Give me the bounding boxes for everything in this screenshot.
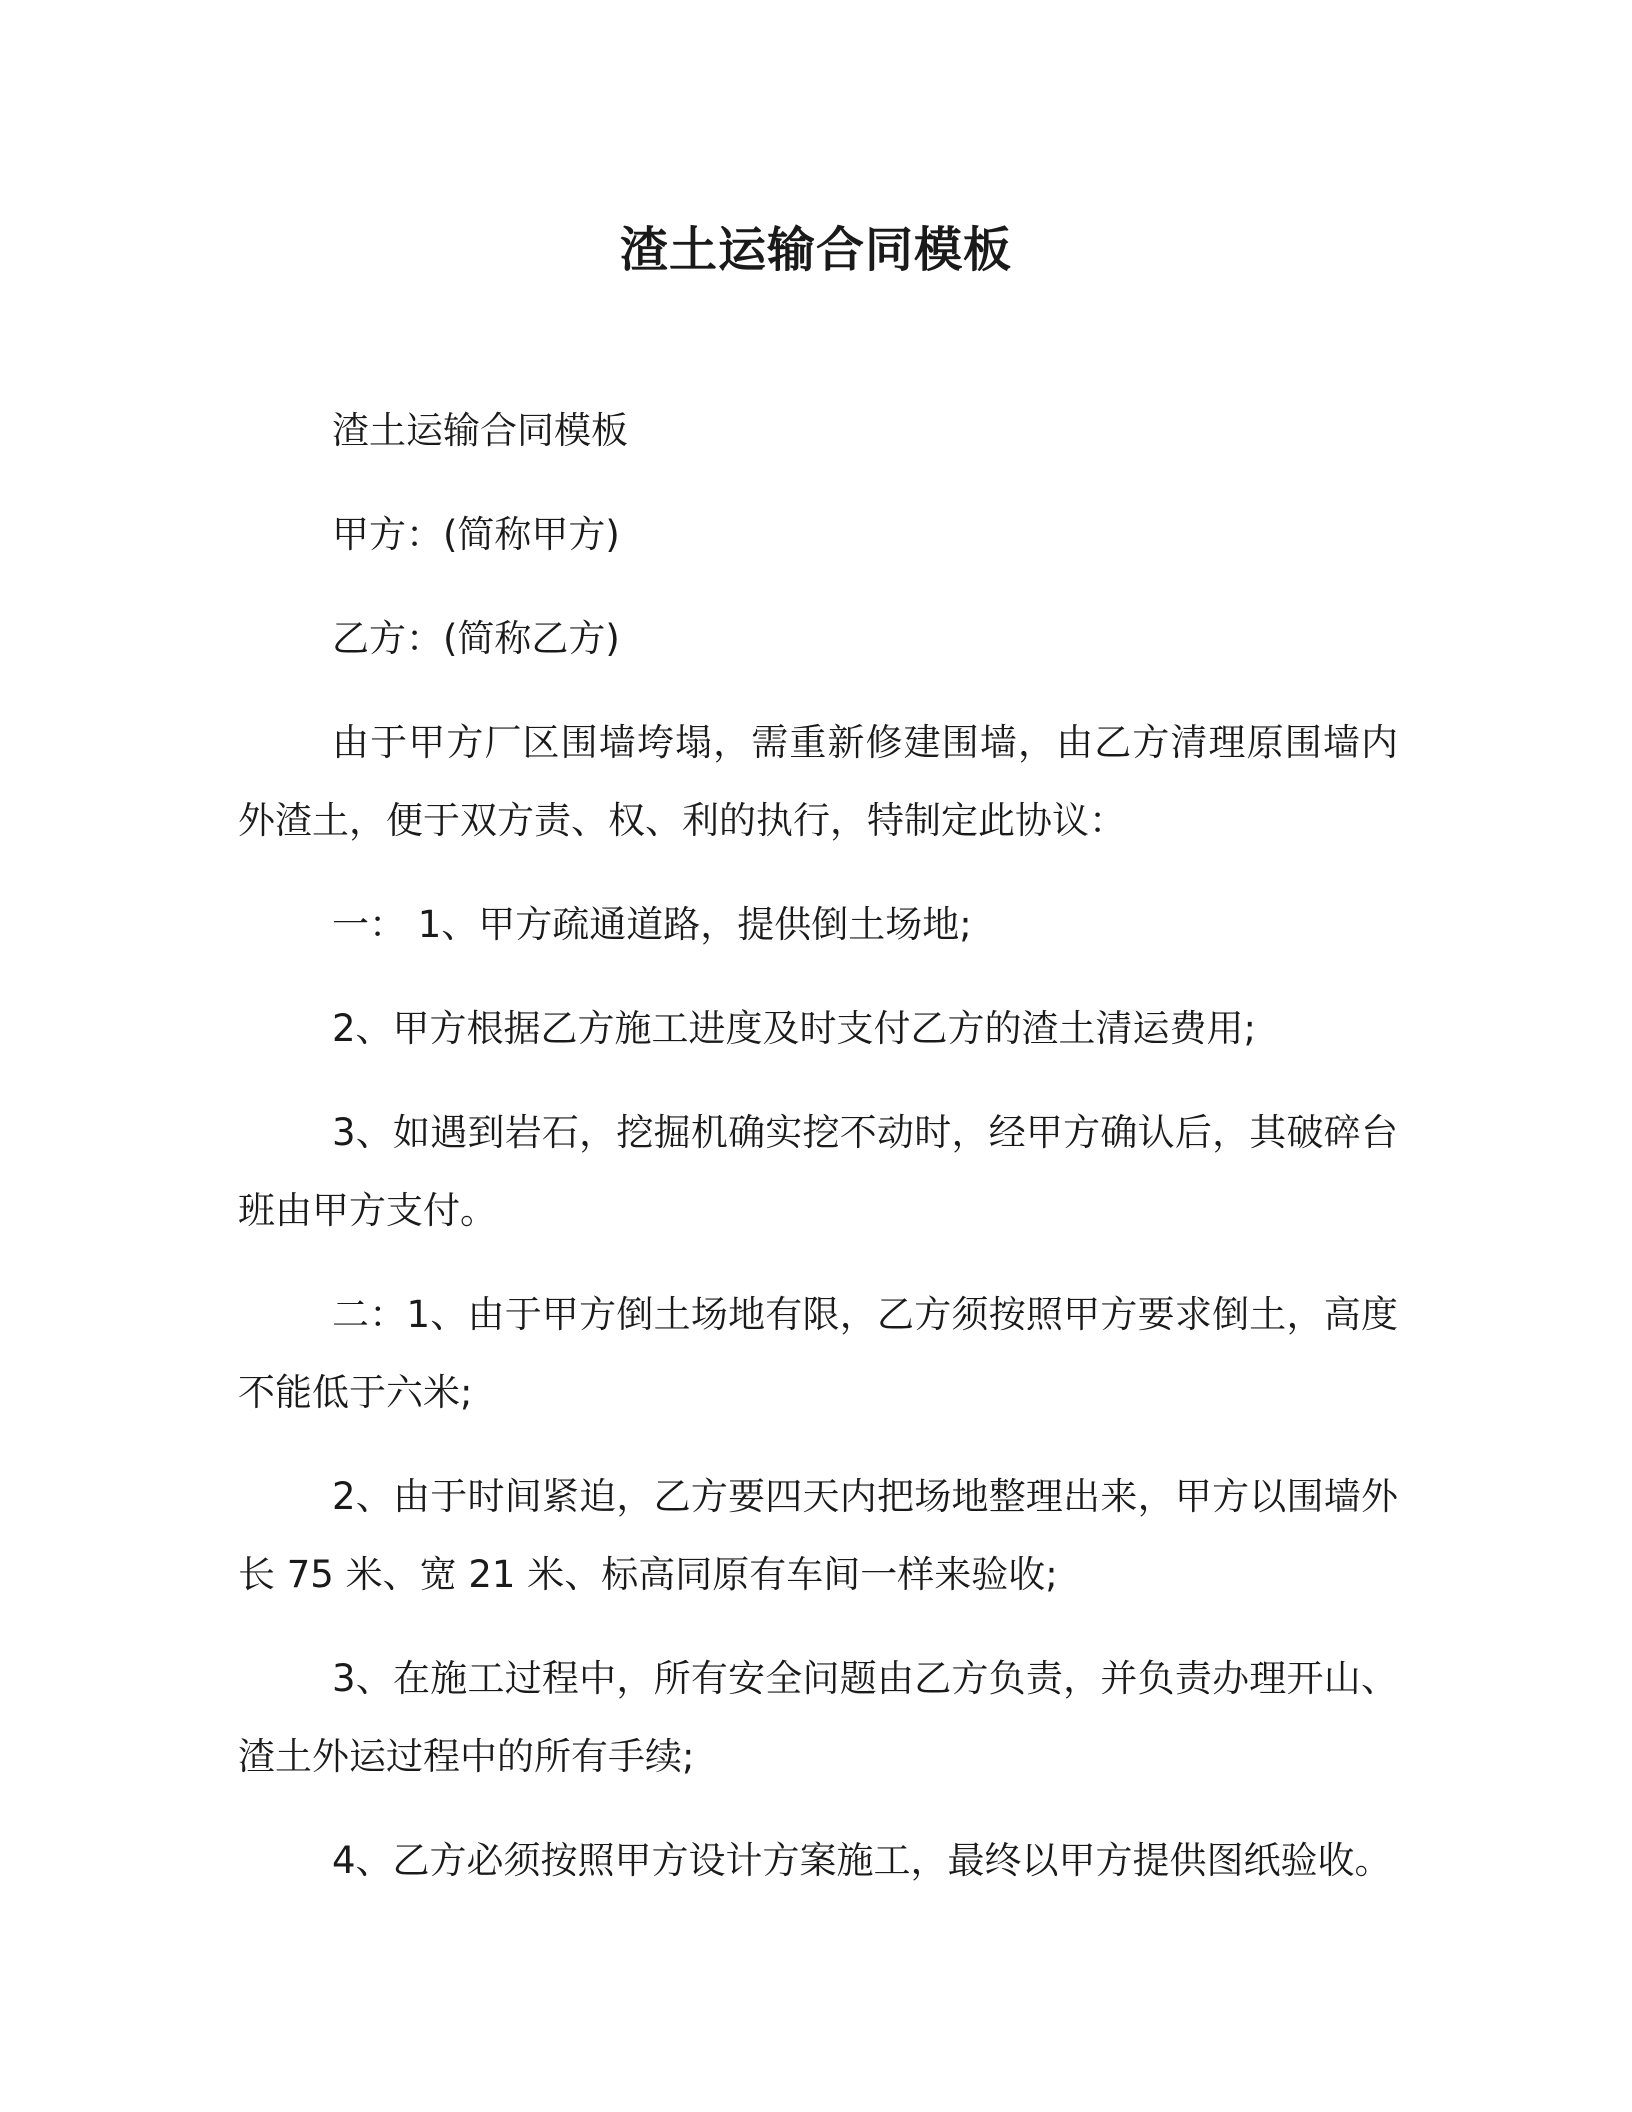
document-title: 渣土运输合同模板 — [619, 222, 1012, 278]
paragraph-clause-2-1: 二：1、由于甲方倒土场地有限，乙方须按照甲方要求倒土，高度不能低于六米; — [238, 1293, 1398, 1414]
paragraph-subtitle: 渣土运输合同模板 — [332, 409, 628, 452]
paragraph-clause-1-3: 3、如遇到岩石，挖掘机确实挖不动时，经甲方确认后，其破碎台班由甲方支付。 — [238, 1111, 1398, 1232]
paragraph-clause-2-3: 3、在施工过程中，所有安全问题由乙方负责，并负责办理开山、渣土外运过程中的所有手续; — [238, 1657, 1398, 1778]
paragraph-preamble: 由于甲方厂区围墙垮塌，需重新修建围墙，由乙方清理原围墙内外渣土，便于双方责、权、利的执行，特制定此协议： — [238, 721, 1398, 842]
paragraph-clause-2-4: 4、乙方必须按照甲方设计方案施工，最终以甲方提供图纸验收。 — [332, 1839, 1392, 1882]
document-body — [238, 392, 1398, 1926]
paragraph-clause-1-1: 一： 1、甲方疏通道路，提供倒土场地; — [332, 903, 972, 946]
paragraph-party-a: 甲方：(简称甲方) — [332, 513, 620, 556]
paragraph-clause-2-2: 2、由于时间紧迫，乙方要四天内把场地整理出来，甲方以围墙外长 75 米、宽 21 米、标高同原有车间一样来验收; — [238, 1475, 1398, 1596]
paragraph-party-b: 乙方：(简称乙方) — [332, 617, 620, 660]
paragraph-clause-1-2: 2、甲方根据乙方施工进度及时支付乙方的渣土清运费用; — [332, 1007, 1257, 1050]
